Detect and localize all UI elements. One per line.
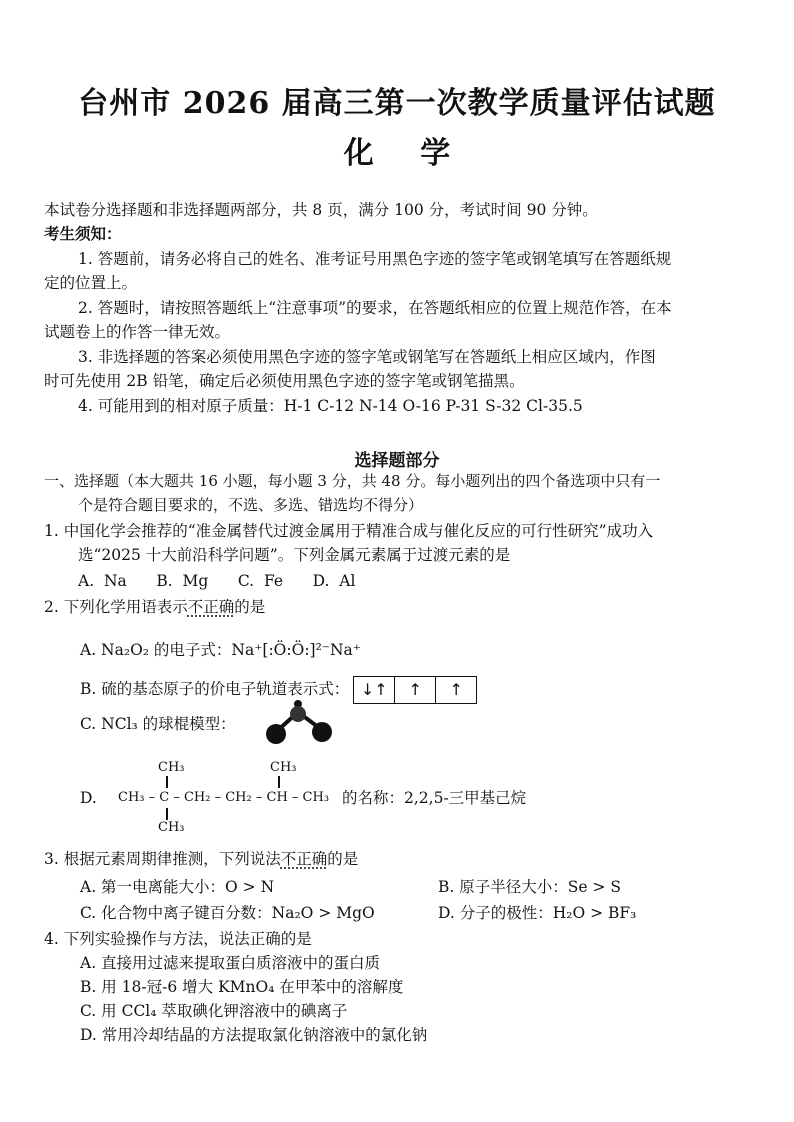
q2-stem (44, 597, 265, 617)
d-bond-top-1 (166, 776, 168, 788)
q3-option-b: B. 原子半径大小：Se > S (438, 878, 621, 896)
q1-stem-a: 1. 中国化学会推荐的“准金属替代过渡金属用于精准合成与催化反应的可行性研究”成功入 (44, 522, 654, 540)
notice-3b: 时可先使用 2B 铅笔，确定后必须使用黑色字迹的签字笔或钢笔描黑。 (44, 372, 525, 390)
q2-stem-pre: 2. 下列化学用语表示 (44, 598, 188, 616)
ball-stick-model (262, 700, 334, 746)
q2-a-formula: Na⁺[:Ö:Ö:]²⁻Na⁺ (231, 641, 361, 659)
notice-1a: 1. 答题前，请务必将自己的姓名、准考证号用黑色字迹的签字笔或钢笔填写在答题纸规 (78, 250, 672, 268)
d-top-ch3-1: CH₃ (158, 760, 185, 775)
q3-stem-emphasis: 不正确 (280, 850, 328, 868)
orbital-box: ↑ (395, 677, 436, 703)
q3-option-d: D. 分子的极性：H₂O > BF₃ (438, 904, 637, 922)
q2-option-d-label: D. (80, 789, 97, 807)
notice-2a: 2. 答题时，请按照答题纸上“注意事项”的要求，在答题纸相应的位置上规范作答，在本 (78, 299, 672, 317)
q4-option-c: C. 用 CCl₄ 萃取碘化钾溶液中的碘离子 (80, 1002, 348, 1020)
part1-heading-b: 个是符合题目要求的，不选、多选、错选均不得分） (78, 496, 424, 514)
notice-heading: 考生须知： (44, 224, 122, 243)
q2-stem-post: 的是 (234, 598, 266, 616)
q3-stem-pre: 3. 根据元素周期律推测，下列说法 (44, 850, 281, 868)
q2-a-label: A. Na₂O₂ 的电子式： (80, 641, 232, 659)
d-bottom-ch3: CH₃ (158, 820, 185, 835)
q4-stem: 4. 下列实验操作与方法，说法正确的是 (44, 930, 312, 948)
orbital-diagram (353, 676, 477, 704)
q3-option-a: A. 第一电离能大小：O > N (80, 878, 275, 896)
orbital-box: ↑ (449, 680, 463, 699)
orbital-box: ↓↑ (354, 677, 395, 703)
notice-3a: 3. 非选择题的答案必须使用黑色字迹的签字笔或钢笔写在答题纸上相应区域内，作图 (78, 348, 656, 366)
notice-4: 4. 可能用到的相对原子质量：H-1 C-12 N-14 O-16 P-31 S-32 Cl-35.5 (78, 397, 583, 415)
q3-option-c: C. 化合物中离子键百分数：Na₂O > MgO (80, 904, 375, 922)
part1-heading-a: 一、选择题（本大题共 16 小题，每小题 3 分，共 48 分。每小题列出的四个备选项中只有一 (44, 472, 661, 490)
q2-b-label: B. 硫的基态原子的价电子轨道表示式： (80, 680, 350, 698)
d-name: 的名称：2,2,5-三甲基己烷 (342, 789, 527, 807)
notice-2b: 试题卷上的作答一律无效。 (44, 323, 231, 341)
section-title: 选择题部分 (354, 451, 440, 471)
subject-title: 化 学 (343, 136, 451, 171)
notice-1b: 定的位置上。 (44, 274, 138, 292)
q1-stem-b: 选“2025 十大前沿科学问题”。下列金属元素属于过渡元素的是 (78, 546, 511, 564)
q3-stem (44, 849, 358, 869)
q2-stem-emphasis: 不正确 (187, 598, 235, 616)
q4-option-b: B. 用 18-冠-6 增大 KMnO₄ 在甲苯中的溶解度 (80, 978, 404, 996)
d-bond-bottom (166, 808, 168, 820)
d-bond-top-2 (278, 776, 280, 788)
q2-option-a (80, 640, 361, 660)
page-title: 台州市 2026 届高三第一次教学质量评估试题 (78, 86, 716, 121)
d-main-chain: CH₃ – C – CH₂ – CH₂ – CH – CH₃ (118, 790, 330, 805)
q1-options: A. Na B. Mg C. Fe D. Al (78, 572, 356, 590)
q4-option-a: A. 直接用过滤来提取蛋白质溶液中的蛋白质 (80, 954, 381, 972)
q4-option-d: D. 常用冷却结晶的方法提取氯化钠溶液中的氯化钠 (80, 1026, 428, 1044)
q3-stem-post: 的是 (327, 850, 359, 868)
q2-option-c: C. NCl₃ 的球棍模型： (80, 715, 236, 733)
intro-line: 本试卷分选择题和非选择题两部分，共 8 页，满分 100 分，考试时间 90 分钟。 (44, 201, 598, 219)
d-top-ch3-2: CH₃ (270, 760, 297, 775)
